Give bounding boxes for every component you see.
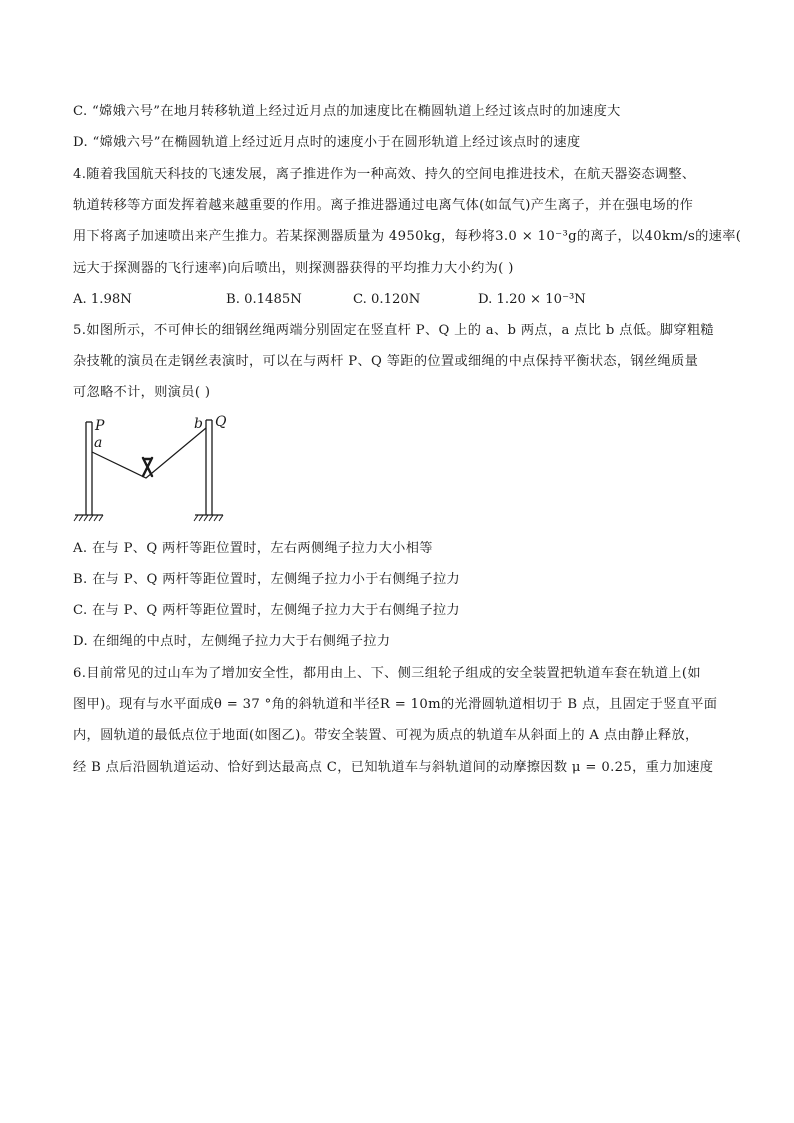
ground-hatch-p [74,515,103,521]
label-q: Q [215,414,227,430]
tightrope-diagram [72,412,242,528]
q5-option-a: A. 在与 P、Q 两杆等距位置时，左右两侧绳子拉力大小相等 [73,541,433,556]
q6-stem-line-1: 6.目前常见的过山车为了增加安全性，都用由上、下、侧三组轮子组成的安全装置把轨道车套在轨道上(如 [73,666,701,681]
q4-option-d: D. 1.20 × 10⁻³N [478,292,586,307]
q5-stem-line-3: 可忽略不计，则演员( ) [73,385,211,400]
q5-option-d: D. 在细绳的中点时，左侧绳子拉力大于右侧绳子拉力 [73,634,391,649]
q4-option-c: C. 0.120N [353,292,421,307]
q3-option-c: C. “嫦娥六号”在地月转移轨道上经过近月点的加速度比在椭圆轨道上经过该点时的加速度大 [73,104,621,119]
q6-stem-line-2: 图甲)。现有与水平面成θ = 37 °角的斜轨道和半径R = 10m的光滑圆轨道相切于 B 点，且固定于竖直平面 [73,697,718,712]
q3-option-d: D. “嫦娥六号”在椭圆轨道上经过近月点时的速度小于在圆形轨道上经过该点时的速度 [73,135,581,150]
q5-stem-line-2: 杂技靴的演员在走钢丝表演时，可以在与两杆 P、Q 等距的位置或细绳的中点保持平衡状态，钢丝绳质量 [73,354,699,369]
q6-stem-line-4: 经 B 点后沿圆轨道运动、恰好到达最高点 C，已知轨道车与斜轨道间的动摩擦因数 μ = 0.25，重力加速度 [73,760,714,775]
q5-option-c: C. 在与 P、Q 两杆等距位置时，左侧绳子拉力大于右侧绳子拉力 [73,603,460,618]
tightrope-figure [72,412,242,528]
label-a: a [94,435,103,451]
q5-option-b: B. 在与 P、Q 两杆等距位置时，左侧绳子拉力小于右侧绳子拉力 [73,572,461,587]
q4-stem-line-1: 4.随着我国航天科技的飞速发展，离子推进作为一种高效、持久的空间电推进技术，在航天器姿态调整、 [73,167,696,182]
q4-stem-line-3: 用下将离子加速喷出来产生推力。若某探测器质量为 4950kg，每秒将3.0 × 10⁻³g的离子，以40km/s的速率( [73,229,742,244]
q5-stem-line-1: 5.如图所示，不可伸长的细钢丝绳两端分别固定在竖直杆 P、Q 上的 a、b 两点，a 点比 b 点低。脚穿粗糙 [73,323,714,338]
label-p: P [95,418,105,434]
q4-stem-line-2: 轨道转移等方面发挥着越来越重要的作用。离子推进器通过电离气体(如氙气)产生离子，并在强电场的作 [73,198,694,213]
ground-hatch-q [194,515,223,521]
q4-option-b: B. 0.1485N [226,292,302,307]
q6-stem-line-3: 内，圆轨道的最低点位于地面(如图乙)。带安全装置、可视为质点的轨道车从斜面上的 A 点由静止释放， [73,728,699,743]
q4-stem-line-4: 远大于探测器的飞行速率)向后喷出，则探测器获得的平均推力大小约为( ) [73,261,514,276]
label-b: b [194,416,203,432]
q4-option-a: A. 1.98N [73,292,132,307]
performer-figure [143,458,152,476]
